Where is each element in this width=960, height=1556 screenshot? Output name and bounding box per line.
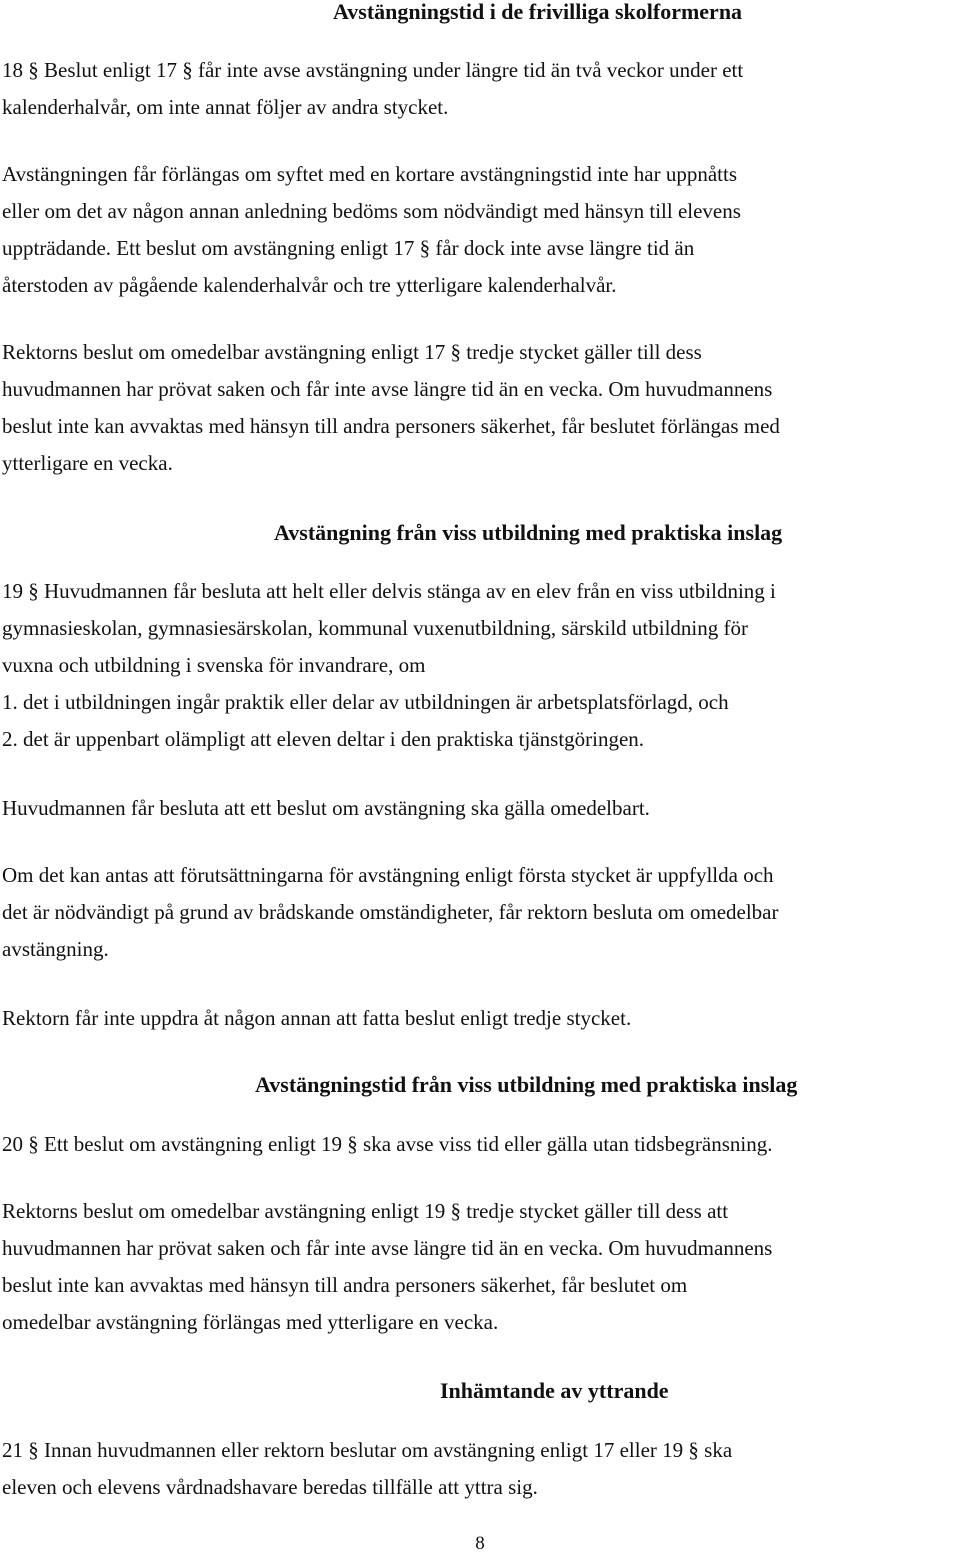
text-line: beslut inte kan avvaktas med hänsyn till andra personers säkerhet, får beslutet förlängas med xyxy=(2,414,780,438)
text-line: 21 § Innan huvudmannen eller rektorn beslutar om avstängning enligt 17 eller 19 § ska xyxy=(2,1438,733,1462)
list-item: 1. det i utbildningen ingår praktik eller delar av utbildningen är arbetsplatsförlagd, och xyxy=(2,690,729,714)
text-line: Rektorns beslut om omedelbar avstängning enligt 19 § tredje stycket gäller till dess att xyxy=(2,1199,729,1223)
text-line: eller om det av någon annan anledning bedöms som nödvändigt med hänsyn till elevens xyxy=(2,199,741,223)
text-line: huvudmannen har prövat saken och får inte avse längre tid än en vecka. Om huvudmannens xyxy=(2,377,773,401)
section-heading-inhamtande-av-yttrande: Inhämtande av yttrande xyxy=(440,1378,669,1403)
text-line: återstoden av pågående kalenderhalvår och tre ytterligare kalenderhalvår. xyxy=(2,273,617,297)
text-line: beslut inte kan avvaktas med hänsyn till andra personers säkerhet, får beslutet om xyxy=(2,1273,688,1297)
text-line: Rektorns beslut om omedelbar avstängning enligt 17 § tredje stycket gäller till dess xyxy=(2,340,702,364)
paragraph-19-second xyxy=(2,790,958,827)
paragraph-20 xyxy=(2,1126,958,1163)
list-item: 2. det är uppenbart olämpligt att eleven deltar i den praktiska tjänstgöringen. xyxy=(2,727,645,751)
text-line: Huvudmannen får besluta att ett beslut om avstängning ska gälla omedelbart. xyxy=(2,796,650,820)
paragraph-18-second xyxy=(2,156,958,304)
section-heading-avstangning-praktiska-inslag: Avstängning från viss utbildning med praktiska inslag xyxy=(274,520,783,545)
page-number: 8 xyxy=(475,1533,485,1554)
text-line: 18 § Beslut enligt 17 § får inte avse avstängning under längre tid än två veckor under ett xyxy=(2,58,744,82)
paragraph-19 xyxy=(2,573,958,758)
text-line: omedelbar avstängning förlängas med ytterligare en vecka. xyxy=(2,1310,499,1334)
text-line: Rektorn får inte uppdra åt någon annan att fatta beslut enligt tredje stycket. xyxy=(2,1006,632,1030)
paragraph-18-third xyxy=(2,334,958,482)
text-line: det är nödvändigt på grund av brådskande omständigheter, får rektorn besluta om omedelbar xyxy=(2,900,779,924)
text-line: vuxna och utbildning i svenska för invandrare, om xyxy=(2,653,426,677)
paragraph-19-fourth xyxy=(2,1000,958,1037)
paragraph-21 xyxy=(2,1432,958,1506)
paragraph-19-third xyxy=(2,857,958,968)
text-line: eleven och elevens vårdnadshavare beredas tillfälle att yttra sig. xyxy=(2,1475,538,1499)
text-line: gymnasieskolan, gymnasiesärskolan, kommunal vuxenutbildning, särskild utbildning för xyxy=(2,616,748,640)
paragraph-20-second xyxy=(2,1193,958,1341)
paragraph-18 xyxy=(2,52,958,126)
text-line: uppträdande. Ett beslut om avstängning enligt 17 § får dock inte avse längre tid än xyxy=(2,236,695,260)
text-line: huvudmannen har prövat saken och får inte avse längre tid än en vecka. Om huvudmannens xyxy=(2,1236,773,1260)
text-line: avstängning. xyxy=(2,937,109,961)
text-line: 20 § Ett beslut om avstängning enligt 19 § ska avse viss tid eller gälla utan tidsbegränsning. xyxy=(2,1132,773,1156)
text-line: ytterligare en vecka. xyxy=(2,451,173,475)
text-line: kalenderhalvår, om inte annat följer av andra stycket. xyxy=(2,95,449,119)
section-heading-avstangningstid-praktiska-inslag: Avstängningstid från viss utbildning med praktiska inslag xyxy=(255,1072,798,1097)
text-line: Om det kan antas att förutsättningarna för avstängning enligt första stycket är uppfyllda och xyxy=(2,863,774,887)
section-heading-avstangningstid-frivilliga: Avstängningstid i de frivilliga skolformerna xyxy=(333,0,743,24)
text-line: 19 § Huvudmannen får besluta att helt eller delvis stänga av en elev från en viss utbildning i xyxy=(2,579,776,603)
text-line: Avstängningen får förlängas om syftet med en kortare avstängningstid inte har uppnåtts xyxy=(2,162,737,186)
